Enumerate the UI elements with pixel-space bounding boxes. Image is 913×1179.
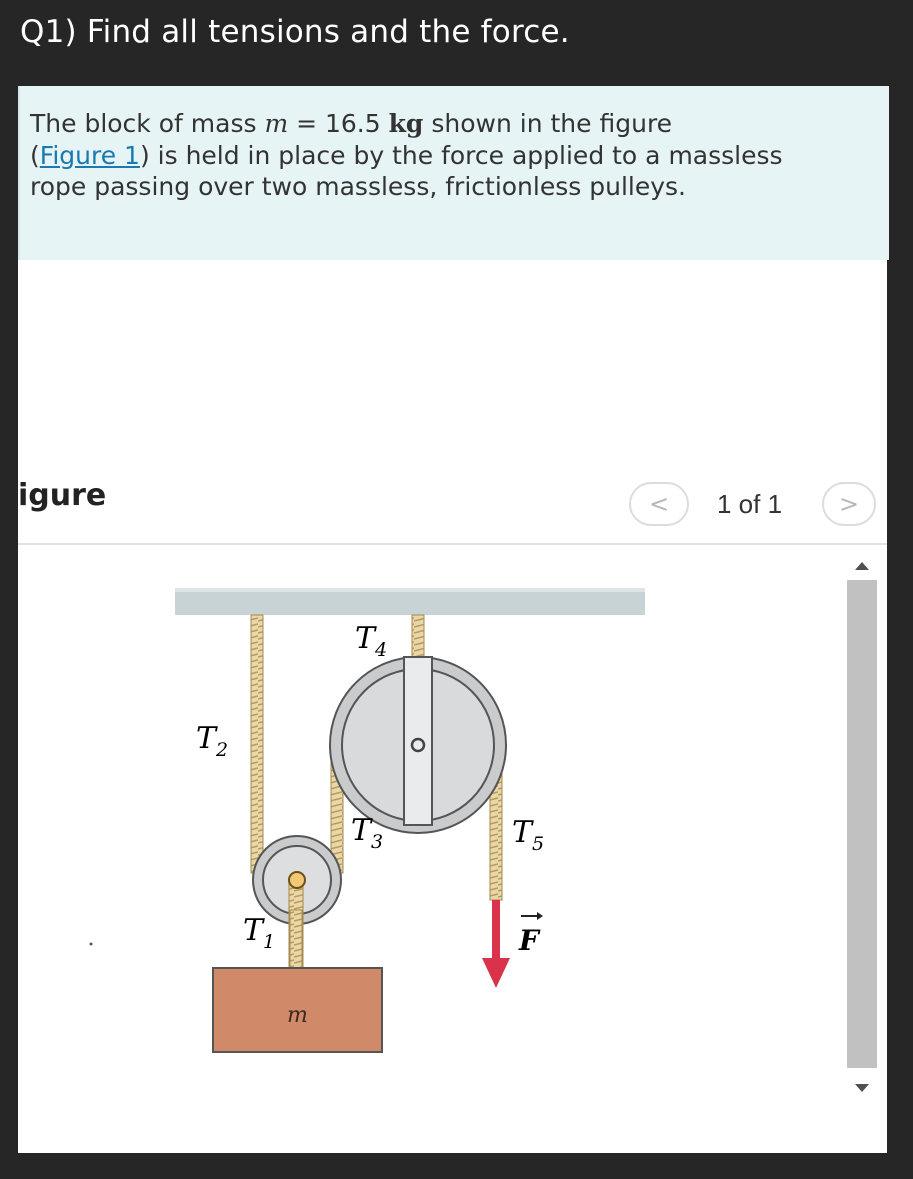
pulley-diagram	[18, 580, 718, 1100]
question-title: Q1) Find all tensions and the force.	[20, 14, 570, 50]
scroll-down-icon[interactable]	[855, 1084, 869, 1092]
figure-pager: 1 of 1	[717, 489, 783, 519]
figure-panel	[18, 260, 887, 1153]
force-arrow	[482, 958, 510, 988]
rope-t2	[251, 615, 263, 873]
figure-heading: igure	[18, 478, 107, 513]
panel-divider	[18, 543, 887, 545]
rope-t1	[290, 910, 302, 968]
label-force: F	[519, 924, 539, 957]
problem-statement	[18, 86, 889, 260]
label-t1: $T_1$	[243, 913, 276, 953]
next-figure-button[interactable]: >	[822, 482, 876, 526]
prev-figure-button[interactable]: <	[629, 482, 689, 526]
scroll-thumb[interactable]	[847, 580, 877, 1068]
problem-text: The block of mass m = 16.5 kg shown in the figure (Figure 1) is held in place by the force applied to a massless rope passing over two massless, frictionless pulleys.	[30, 109, 783, 201]
figure-link[interactable]: Figure 1	[39, 140, 140, 170]
label-t5: $T_5$	[512, 815, 545, 855]
label-t2: $T_2$	[196, 721, 229, 761]
vertical-scrollbar[interactable]	[844, 550, 884, 1150]
label-t3: $T_3$	[351, 813, 384, 853]
ceiling-bar	[175, 588, 645, 615]
label-mass: m	[287, 1003, 308, 1028]
rope-t4	[412, 615, 424, 657]
label-t4: $T_4$	[355, 621, 388, 661]
scroll-up-icon[interactable]	[855, 562, 869, 570]
